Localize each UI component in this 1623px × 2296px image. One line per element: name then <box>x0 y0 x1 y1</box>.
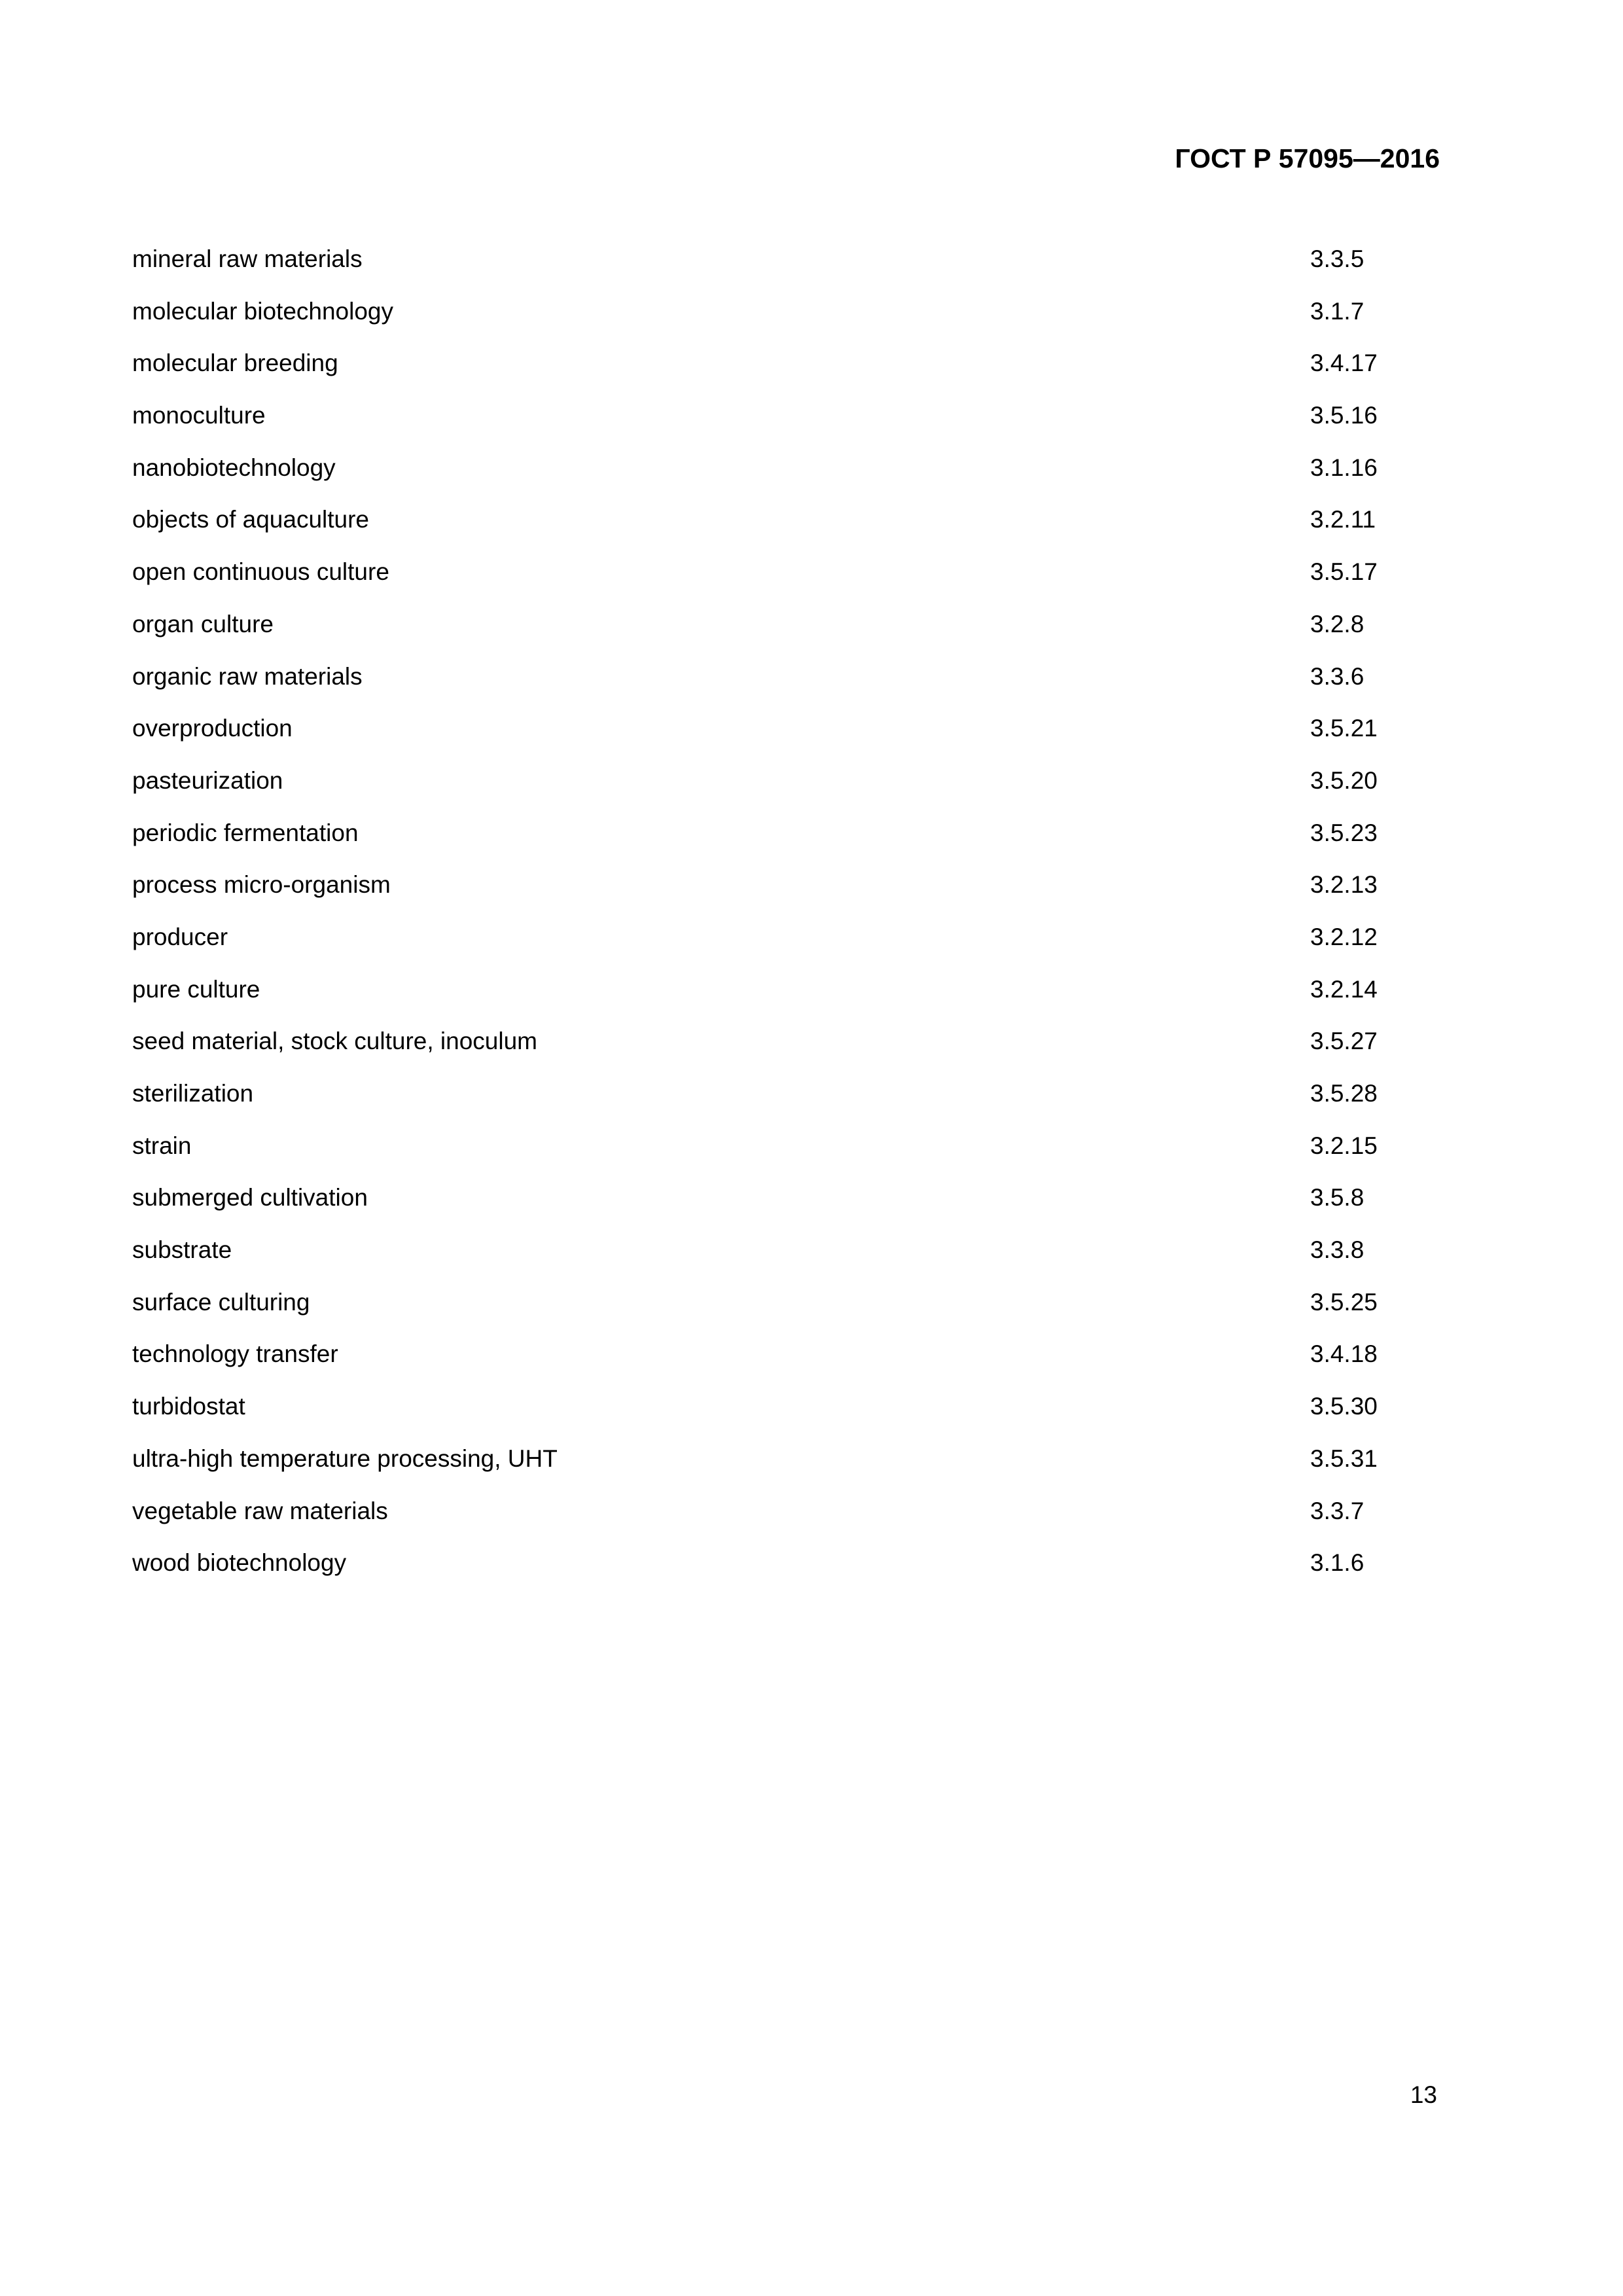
term-index-list <box>132 233 1461 1589</box>
index-term: seed material, stock culture, inoculum <box>132 1028 537 1055</box>
index-ref: 3.3.6 <box>1310 662 1364 690</box>
index-term: pure culture <box>132 975 260 1003</box>
index-term: pasteurization <box>132 766 283 794</box>
index-row <box>132 963 1461 1016</box>
index-term: turbidostat <box>132 1393 245 1420</box>
index-term: submerged cultivation <box>132 1184 368 1211</box>
index-ref: 3.5.8 <box>1310 1184 1364 1211</box>
index-ref: 3.1.6 <box>1310 1549 1364 1577</box>
index-ref: 3.5.17 <box>1310 558 1378 586</box>
index-term: ultra-high temperature processing, UHT <box>132 1444 558 1472</box>
index-term: nanobiotechnology <box>132 454 336 481</box>
index-term: organic raw materials <box>132 662 363 690</box>
page-number: 13 <box>1410 2081 1437 2108</box>
index-ref: 3.5.20 <box>1310 766 1378 794</box>
index-row <box>132 598 1461 651</box>
index-term: vegetable raw materials <box>132 1497 388 1524</box>
index-row <box>132 493 1461 546</box>
index-ref: 3.5.30 <box>1310 1393 1378 1420</box>
index-row <box>132 859 1461 911</box>
index-row <box>132 755 1461 807</box>
index-ref: 3.1.16 <box>1310 454 1378 481</box>
index-row <box>132 389 1461 442</box>
index-ref: 3.2.14 <box>1310 975 1378 1003</box>
index-term: producer <box>132 923 228 950</box>
index-term: substrate <box>132 1236 232 1264</box>
index-ref: 3.5.31 <box>1310 1444 1378 1472</box>
index-ref: 3.2.8 <box>1310 610 1364 637</box>
index-ref: 3.5.21 <box>1310 715 1378 742</box>
index-ref: 3.4.17 <box>1310 350 1378 377</box>
index-row <box>132 807 1461 859</box>
index-term: molecular breeding <box>132 350 338 377</box>
index-term: wood biotechnology <box>132 1549 347 1577</box>
index-ref: 3.1.7 <box>1310 297 1364 325</box>
index-row <box>132 1485 1461 1537</box>
document-code: ГОСТ Р 57095—2016 <box>1175 143 1440 173</box>
index-row <box>132 911 1461 963</box>
index-row <box>132 702 1461 755</box>
index-row <box>132 1067 1461 1120</box>
index-ref: 3.2.13 <box>1310 871 1378 899</box>
index-term: periodic fermentation <box>132 819 359 846</box>
index-term: mineral raw materials <box>132 245 363 272</box>
index-ref: 3.5.25 <box>1310 1288 1378 1316</box>
index-term: sterilization <box>132 1080 254 1107</box>
index-ref: 3.5.27 <box>1310 1028 1378 1055</box>
index-row <box>132 233 1461 285</box>
index-row <box>132 442 1461 494</box>
index-term: objects of aquaculture <box>132 506 370 533</box>
index-ref: 3.3.7 <box>1310 1497 1364 1524</box>
index-ref: 3.4.18 <box>1310 1340 1378 1368</box>
index-ref: 3.2.15 <box>1310 1132 1378 1159</box>
index-row <box>132 1120 1461 1172</box>
index-ref: 3.5.23 <box>1310 819 1378 846</box>
index-ref: 3.2.11 <box>1310 506 1376 533</box>
index-row <box>132 546 1461 598</box>
index-row <box>132 1537 1461 1589</box>
index-row <box>132 1224 1461 1276</box>
index-row <box>132 1328 1461 1380</box>
index-term: molecular biotechnology <box>132 297 394 325</box>
index-term: technology transfer <box>132 1340 338 1368</box>
index-term: overproduction <box>132 715 293 742</box>
index-term: strain <box>132 1132 192 1159</box>
index-row <box>132 285 1461 338</box>
index-ref: 3.3.5 <box>1310 245 1364 272</box>
index-row <box>132 1380 1461 1433</box>
index-ref: 3.3.8 <box>1310 1236 1364 1264</box>
index-row <box>132 1015 1461 1067</box>
index-term: process micro-organism <box>132 871 391 899</box>
index-ref: 3.2.12 <box>1310 923 1378 950</box>
index-term: monoculture <box>132 402 266 429</box>
index-row <box>132 1172 1461 1224</box>
index-term: open continuous culture <box>132 558 389 586</box>
index-term: organ culture <box>132 610 274 637</box>
index-row <box>132 651 1461 703</box>
index-term: surface culturing <box>132 1288 310 1316</box>
index-row <box>132 1433 1461 1485</box>
index-ref: 3.5.28 <box>1310 1080 1378 1107</box>
index-ref: 3.5.16 <box>1310 402 1378 429</box>
index-row <box>132 337 1461 389</box>
index-row <box>132 1276 1461 1329</box>
